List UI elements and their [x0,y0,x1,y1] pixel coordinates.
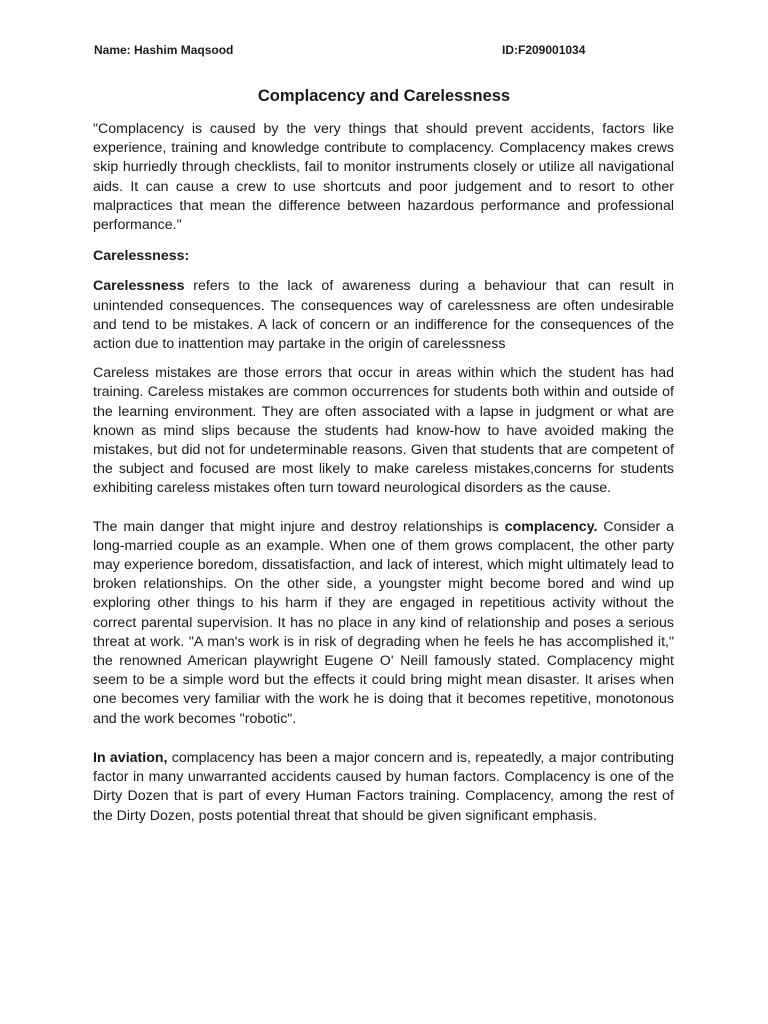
student-name: Name: Hashim Maqsood [94,43,234,57]
carelessness-definition-paragraph [93,277,674,354]
carelessness-definition-text: refers to the lack of awareness during a behaviour that can result in unintended consequences. The consequences way of carelessness are often undesirable and tend to be mistakes. A lack of concern or an indifference for the consequences of the action due to inattention may partake in the origin of carelessness [93,278,674,353]
relationships-text-rest: Consider a long-married couple as an example. When one of them grows complacent, the other party may experience boredom, dissatisfaction, and lack of interest, which might ultimately lead to broken relationships. On the other side, a youngster might become bored and wind up exploring other things to his harm if they are engaged in repetitious activity without the correct parental supervision. It has no place in any kind of relationship and poses a serious threat at work. "A man's work is in risk of degrading when he feels he has accomplished it," the renowned American playwright Eugene O' Neill famously stated. Complacency might seem to be a simple word but the effects it could bring might mean disaster. It arises when one becomes very familiar with the work he is doing that it becomes repetitive, monotonous and the work becomes "robotic". [93,518,674,727]
page-header [94,43,674,57]
carelessness-term: Carelessness [93,278,185,295]
aviation-text: complacency has been a major concern and is, repeatedly, a major contributing factor in many unwarranted accidents caused by human factors. Complacency is one of the Dirty Dozen that is part of every Human Factors training. Complacency, among the rest of the Dirty Dozen, posts potential threat that should be given significant emphasis. [93,749,675,824]
intro-quote-paragraph: "Complacency is caused by the very things that should prevent accidents, factors like experience, training and knowledge contribute to complacency. Complacency makes crews skip hurriedly through checklists, fail to monitor instruments closely or utilize all navigational aids. It can cause a crew to use shortcuts and poor judgement and to resort to other malpractices that mean the difference between hazardous performance and professional performance." [93,121,674,234]
complacency-relationships-paragraph [93,518,674,729]
aviation-lead: In aviation, [93,749,168,766]
student-id: ID:F209001034 [502,43,586,57]
document-title: Complacency and Carelessness [257,87,511,105]
careless-mistakes-paragraph: Careless mistakes are those errors that occur in areas within which the student has had training. Careless mistakes are common occurrences for students both within and outside of the learning environment. They are often associated with a lapse in judgment or what are known as mind slips because the students had know-how to have avoided making the mistakes, but did not for undeterminable reasons. Given that students that are competent of the subject and focused are most likely to make careless mistakes,concerns for students exhibiting careless mistakes often turn toward neurological disorders as the cause. [93,365,674,497]
aviation-paragraph [93,749,674,826]
document-body [93,120,674,826]
complacency-term: complacency. [504,518,598,535]
carelessness-heading: Carelessness: [93,248,190,265]
relationships-text-start: The main danger that might injure and destroy relationships is [93,518,505,535]
